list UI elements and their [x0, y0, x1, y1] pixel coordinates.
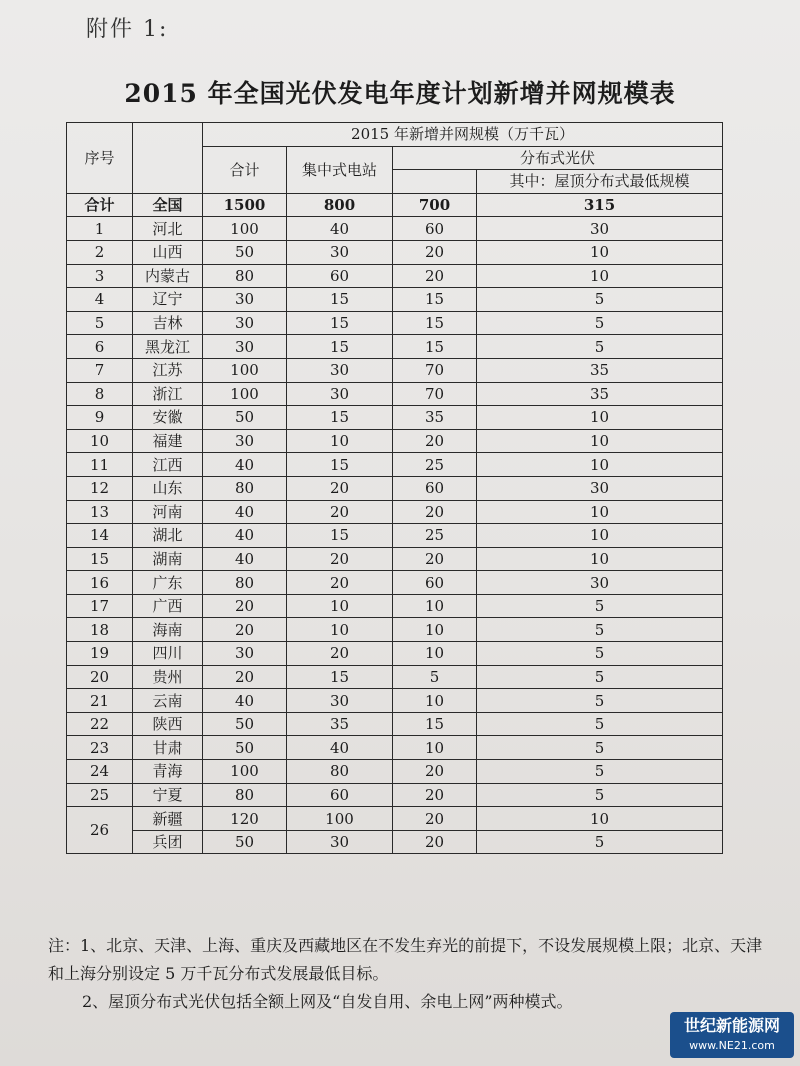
cell-total: 30: [203, 311, 287, 335]
cell-distributed: 15: [393, 288, 477, 312]
cell-rooftop: 10: [477, 807, 723, 831]
cell-seq: 26: [67, 807, 133, 854]
cell-seq: 17: [67, 594, 133, 618]
cell-total: 100: [203, 760, 287, 784]
cell-centralized: 60: [287, 264, 393, 288]
cell-centralized: 15: [287, 665, 393, 689]
cell-seq: 8: [67, 382, 133, 406]
cell-centralized: 100: [287, 807, 393, 831]
cell-seq: 18: [67, 618, 133, 642]
cell-total: 30: [203, 288, 287, 312]
cell-centralized: 15: [287, 311, 393, 335]
cell-seq: 21: [67, 689, 133, 713]
cell-region: 内蒙古: [133, 264, 203, 288]
cell-total: 100: [203, 358, 287, 382]
cell-centralized: 20: [287, 547, 393, 571]
table-row: [67, 807, 723, 831]
cell-rooftop: 10: [477, 453, 723, 477]
cell-region: 湖北: [133, 524, 203, 548]
cell-region: 安徽: [133, 406, 203, 430]
cell-seq: 20: [67, 665, 133, 689]
cell-total: 100: [203, 382, 287, 406]
cell-distributed: 70: [393, 382, 477, 406]
cell-region: 新疆: [133, 807, 203, 831]
cell-seq: 19: [67, 642, 133, 666]
cell-total: 50: [203, 830, 287, 854]
cell-region: 宁夏: [133, 783, 203, 807]
cell-total: 40: [203, 524, 287, 548]
table-row: [67, 594, 723, 618]
cell-seq: 15: [67, 547, 133, 571]
cell-total: 40: [203, 500, 287, 524]
cell-distributed: 60: [393, 571, 477, 595]
cell-rooftop: 5: [477, 689, 723, 713]
cell-seq: 2: [67, 240, 133, 264]
cell-total: 20: [203, 665, 287, 689]
table-row: [67, 382, 723, 406]
cell-seq: 7: [67, 358, 133, 382]
cell-centralized: 15: [287, 524, 393, 548]
watermark-name: 世纪新能源网: [683, 1016, 780, 1035]
cell-centralized: 20: [287, 500, 393, 524]
cell-seq: 6: [67, 335, 133, 359]
cell-centralized: 10: [287, 594, 393, 618]
table-row: [67, 240, 723, 264]
table-row: [67, 288, 723, 312]
cell-region: 云南: [133, 689, 203, 713]
watermark-url: www.NE21.com: [689, 1039, 775, 1052]
table-row: [67, 830, 723, 854]
table-row: [67, 689, 723, 713]
cell-region: 山西: [133, 240, 203, 264]
cell-centralized: 60: [287, 783, 393, 807]
cell-total: 30: [203, 335, 287, 359]
cell-region: 河北: [133, 217, 203, 241]
pv-scale-table: [66, 122, 723, 854]
cell-rooftop: 5: [477, 642, 723, 666]
table-row: [67, 264, 723, 288]
table-row: [67, 618, 723, 642]
cell-region: 辽宁: [133, 288, 203, 312]
cell-total: 20: [203, 618, 287, 642]
header-rooftop: 其中：屋顶分布式最低规模: [477, 170, 723, 194]
cell-rooftop: 30: [477, 217, 723, 241]
cell-region: 江西: [133, 453, 203, 477]
cell-region: 河南: [133, 500, 203, 524]
table-row: [67, 335, 723, 359]
cell-seq: 25: [67, 783, 133, 807]
table-row: [67, 783, 723, 807]
table-row: [67, 736, 723, 760]
notes: [48, 932, 768, 1016]
table-row: [67, 311, 723, 335]
attachment-label: 附件 1:: [86, 17, 169, 42]
summary-total: 1500: [203, 193, 287, 217]
cell-seq: 13: [67, 500, 133, 524]
cell-region: 陕西: [133, 712, 203, 736]
summary-region: 全国: [133, 193, 203, 217]
cell-region: 甘肃: [133, 736, 203, 760]
table-row: [67, 760, 723, 784]
cell-rooftop: 35: [477, 358, 723, 382]
cell-total: 100: [203, 217, 287, 241]
cell-rooftop: 5: [477, 712, 723, 736]
cell-rooftop: 5: [477, 311, 723, 335]
cell-region: 四川: [133, 642, 203, 666]
cell-rooftop: 10: [477, 406, 723, 430]
note-2: 2、屋顶分布式光伏包括全额上网及“自发自用、余电上网”两种模式。: [82, 992, 573, 1011]
cell-seq: 14: [67, 524, 133, 548]
cell-seq: 16: [67, 571, 133, 595]
cell-distributed: 20: [393, 429, 477, 453]
cell-distributed: 20: [393, 760, 477, 784]
cell-distributed: 70: [393, 358, 477, 382]
cell-total: 50: [203, 240, 287, 264]
header-total: 合计: [203, 146, 287, 193]
site-watermark: [670, 1012, 794, 1058]
cell-distributed: 10: [393, 618, 477, 642]
cell-total: 40: [203, 453, 287, 477]
table-row: [67, 217, 723, 241]
cell-centralized: 80: [287, 760, 393, 784]
header-scale: 2015 年新增并网规模（万千瓦）: [203, 123, 723, 147]
cell-region: 黑龙江: [133, 335, 203, 359]
cell-rooftop: 10: [477, 547, 723, 571]
cell-region: 青海: [133, 760, 203, 784]
cell-distributed: 60: [393, 217, 477, 241]
cell-distributed: 5: [393, 665, 477, 689]
cell-centralized: 15: [287, 288, 393, 312]
cell-centralized: 35: [287, 712, 393, 736]
cell-rooftop: 5: [477, 288, 723, 312]
header-region-blank: [133, 123, 203, 194]
header-row-1: [67, 123, 723, 147]
cell-distributed: 20: [393, 783, 477, 807]
cell-region: 广西: [133, 594, 203, 618]
cell-total: 120: [203, 807, 287, 831]
cell-total: 40: [203, 547, 287, 571]
cell-distributed: 15: [393, 311, 477, 335]
table-row: [67, 524, 723, 548]
cell-centralized: 30: [287, 240, 393, 264]
table-row: [67, 571, 723, 595]
cell-distributed: 10: [393, 736, 477, 760]
table-row: [67, 642, 723, 666]
cell-distributed: 35: [393, 406, 477, 430]
summary-seq: 合计: [67, 193, 133, 217]
cell-rooftop: 5: [477, 736, 723, 760]
table-row: [67, 500, 723, 524]
cell-total: 80: [203, 476, 287, 500]
table-row: [67, 453, 723, 477]
cell-centralized: 30: [287, 358, 393, 382]
header-distributed: 分布式光伏: [393, 146, 723, 170]
cell-distributed: 25: [393, 524, 477, 548]
table-row: [67, 406, 723, 430]
cell-centralized: 20: [287, 476, 393, 500]
cell-total: 50: [203, 712, 287, 736]
cell-centralized: 20: [287, 571, 393, 595]
cell-seq: 12: [67, 476, 133, 500]
cell-total: 80: [203, 571, 287, 595]
cell-centralized: 15: [287, 406, 393, 430]
cell-seq: 1: [67, 217, 133, 241]
cell-total: 20: [203, 594, 287, 618]
cell-rooftop: 5: [477, 665, 723, 689]
cell-distributed: 10: [393, 594, 477, 618]
cell-rooftop: 10: [477, 264, 723, 288]
cell-distributed: 20: [393, 500, 477, 524]
cell-distributed: 25: [393, 453, 477, 477]
cell-region: 广东: [133, 571, 203, 595]
cell-centralized: 15: [287, 335, 393, 359]
summary-row: [67, 193, 723, 217]
cell-centralized: 40: [287, 736, 393, 760]
cell-rooftop: 5: [477, 618, 723, 642]
cell-seq: 4: [67, 288, 133, 312]
cell-rooftop: 35: [477, 382, 723, 406]
cell-distributed: 20: [393, 240, 477, 264]
cell-seq: 24: [67, 760, 133, 784]
cell-distributed: 60: [393, 476, 477, 500]
cell-rooftop: 5: [477, 760, 723, 784]
cell-seq: 11: [67, 453, 133, 477]
table-row: [67, 712, 723, 736]
cell-rooftop: 30: [477, 476, 723, 500]
table-row: [67, 429, 723, 453]
cell-centralized: 40: [287, 217, 393, 241]
document-title: 2015 年全国光伏发电年度计划新增并网规模表: [124, 79, 676, 108]
table-row: [67, 665, 723, 689]
cell-seq: 5: [67, 311, 133, 335]
header-seq: 序号: [67, 123, 133, 194]
cell-total: 50: [203, 736, 287, 760]
cell-total: 30: [203, 429, 287, 453]
cell-distributed: 20: [393, 830, 477, 854]
cell-rooftop: 5: [477, 830, 723, 854]
summary-centralized: 800: [287, 193, 393, 217]
cell-region: 浙江: [133, 382, 203, 406]
cell-region: 贵州: [133, 665, 203, 689]
cell-rooftop: 5: [477, 783, 723, 807]
cell-total: 80: [203, 783, 287, 807]
cell-total: 30: [203, 642, 287, 666]
cell-region: 湖南: [133, 547, 203, 571]
cell-seq: 3: [67, 264, 133, 288]
cell-centralized: 20: [287, 642, 393, 666]
summary-rooftop: 315: [477, 193, 723, 217]
cell-rooftop: 10: [477, 524, 723, 548]
cell-distributed: 10: [393, 642, 477, 666]
cell-rooftop: 10: [477, 429, 723, 453]
table-row: [67, 358, 723, 382]
cell-rooftop: 5: [477, 594, 723, 618]
note-1: 注：1、北京、天津、上海、重庆及西藏地区在不发生弃光的前提下，不设发展规模上限；北京、天津和上海分别设定 5 万千瓦分布式发展最低目标。: [48, 936, 763, 983]
table-row: [67, 547, 723, 571]
cell-seq: 23: [67, 736, 133, 760]
header-centralized: 集中式电站: [287, 146, 393, 193]
cell-rooftop: 10: [477, 240, 723, 264]
summary-distributed: 700: [393, 193, 477, 217]
cell-distributed: 20: [393, 264, 477, 288]
cell-distributed: 15: [393, 335, 477, 359]
cell-total: 80: [203, 264, 287, 288]
cell-centralized: 30: [287, 382, 393, 406]
cell-region: 山东: [133, 476, 203, 500]
cell-region: 海南: [133, 618, 203, 642]
cell-region: 吉林: [133, 311, 203, 335]
cell-distributed: 15: [393, 712, 477, 736]
cell-centralized: 10: [287, 618, 393, 642]
cell-centralized: 30: [287, 689, 393, 713]
cell-region: 兵团: [133, 830, 203, 854]
cell-total: 40: [203, 689, 287, 713]
cell-rooftop: 5: [477, 335, 723, 359]
cell-region: 江苏: [133, 358, 203, 382]
cell-seq: 22: [67, 712, 133, 736]
cell-distributed: 20: [393, 807, 477, 831]
cell-centralized: 10: [287, 429, 393, 453]
cell-seq: 9: [67, 406, 133, 430]
cell-distributed: 10: [393, 689, 477, 713]
cell-total: 50: [203, 406, 287, 430]
cell-seq: 10: [67, 429, 133, 453]
cell-rooftop: 10: [477, 500, 723, 524]
cell-distributed: 20: [393, 547, 477, 571]
cell-region: 福建: [133, 429, 203, 453]
header-distributed-blank: [393, 170, 477, 194]
table-row: [67, 476, 723, 500]
cell-centralized: 15: [287, 453, 393, 477]
cell-rooftop: 30: [477, 571, 723, 595]
cell-centralized: 30: [287, 830, 393, 854]
